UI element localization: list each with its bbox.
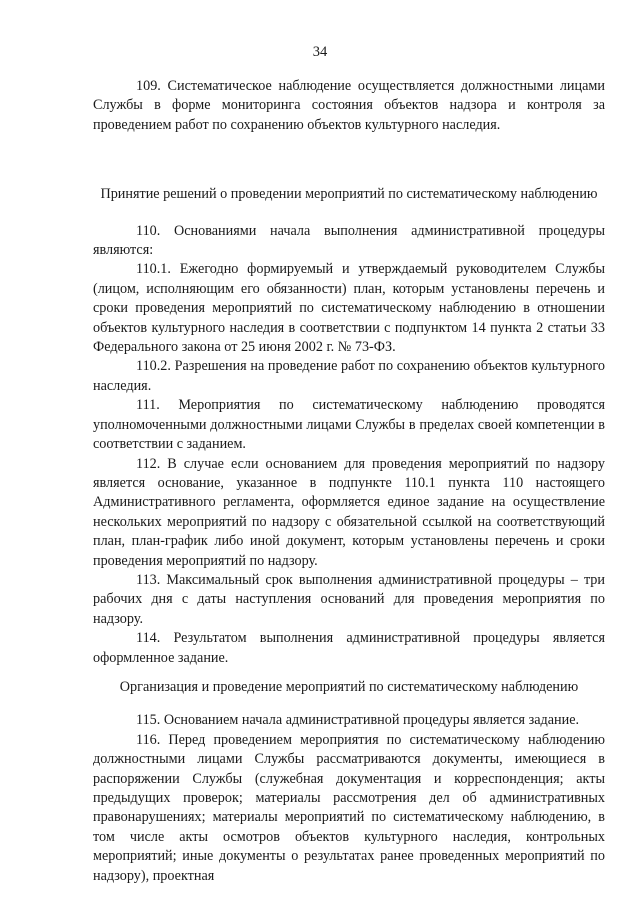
paragraph-111: 111. Мероприятия по систематическому наблюдению проводятся уполномоченными должностными лицами Службы в пределах своей компетенции в соответствии с заданием. — [93, 397, 605, 453]
spacer — [93, 668, 605, 678]
section-heading-decisions: Принятие решений о проведении мероприятий по систематическому наблюдению — [100, 186, 598, 203]
paragraph-110-2: 110.2. Разрешения на проведение работ по сохранению объектов культурного наследия. — [93, 358, 605, 394]
paragraph-109: 109. Систематическое наблюдение осуществляется должностными лицами Службы в форме мониторинга состояния объектов надзора и контроля за проведением работ по сохранению объектов культурного наследия. — [93, 78, 605, 133]
paragraph-112: 112. В случае если основанием для проведения мероприятий по надзору является основание, указанное в подпункте 110.1 пункта 110 настоящего Административного регламента, оформляется единое задание на осуществление нескольких мероприятий по надзору с обязательной ссылкой на соответствующий план, план-график либо иной документ, которым установлены перечень и сроки проведения мероприятий по надзору. — [93, 455, 605, 569]
paragraph-116: 116. Перед проведением мероприятия по систематическому наблюдению должностными лицами Службы рассматриваются документы, имеющиеся в распоряжении Службы (служебная документация и корреспонденция; акты предыдущих проверок; материалы рассмотрения дел об административных правонарушениях; материалы мероприятий по систематическому наблюдению, в том числе акты осмотров объектов культурного наследия, контрольных мероприятий; иные документы о результатах ранее проведенных мероприятий по надзору), проектная — [93, 731, 605, 884]
section-heading-organization: Организация и проведение мероприятий по систематическому наблюдению — [119, 678, 579, 695]
spacer — [93, 205, 605, 222]
paragraph-113: 113. Максимальный срок выполнения административной процедуры – три рабочих дня с даты наступления оснований для проведения мероприятия по надзору. — [93, 571, 605, 627]
spacer — [93, 697, 605, 711]
page-number: 34 — [312, 44, 328, 60]
document-body — [93, 77, 605, 886]
paragraph-114: 114. Результатом выполнения административной процедуры является оформленное задание. — [93, 630, 605, 666]
paragraph-110: 110. Основаниями начала выполнения административной процедуры являются: — [93, 222, 605, 259]
paragraph-115: 115. Основанием начала административной процедуры является задание. — [136, 712, 580, 729]
paragraph-110-1: 110.1. Ежегодно формируемый и утверждаемый руководителем Службы (лицом, исполняющим его обязанности) план, которым установлены перечень и сроки проведения мероприятий по систематическому наблюдению в отношении объектов культурного наследия в соответствии с подпунктом 14 пункта 2 статьи 33 Федерального закона от 25 июня 2002 г. № 73-ФЗ. — [93, 261, 605, 356]
spacer — [93, 135, 605, 185]
